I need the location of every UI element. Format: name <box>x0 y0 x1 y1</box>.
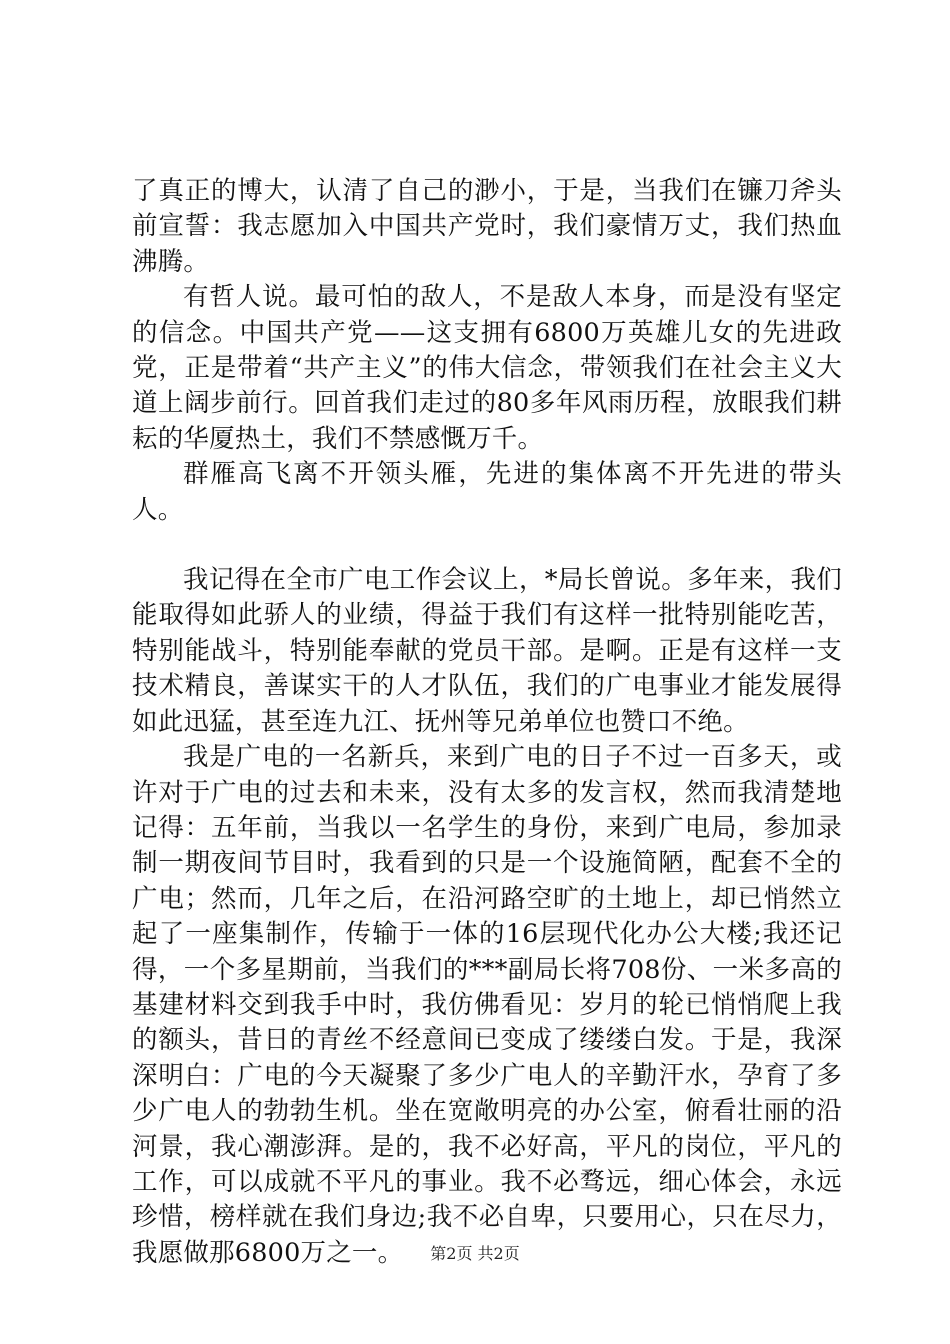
paragraph-3: 群雁高飞离不开领头雁，先进的集体离不开先进的带头人。 <box>132 459 842 525</box>
paragraph-5: 我是广电的一名新兵，来到广电的日子不过一百多天，或许对于广电的过去和未来，没有太多的发言权，然而我清楚地记得：五年前，当我以一名学生的身份，来到广电局，参加录制一期夜间节目时，我看到的只是一个设施简陋，配套不全的广电；然而，几年之后，在沿河路空旷的土地上，却已悄然立起了一座集制作，传输于一体的16层现代化办公大楼;我还记得，一个多星期前，当我们的***副局长将708份、一米多高的基建材料交到我手中时，我仿佛看见：岁月的轮已悄悄爬上我的额头，昔日的青丝不经意间已变成了缕缕白发。于是，我深深明白：广电的今天凝聚了多少广电人的辛勤汗水，孕育了多少广电人的勃勃生机。坐在宽敞明亮的办公室，俯看壮丽的沿河景，我心潮澎湃。是的，我不必好高，平凡的岗位，平凡的工作，可以成就不平凡的事业。我不必骛远，细心体会，永远珍惜，榜样就在我们身边;我不必自卑，只要用心，只在尽力，我愿做那6800万之一。 <box>132 742 842 1268</box>
page-footer: 第2页 共2页 <box>430 1244 520 1263</box>
document-body <box>132 174 842 1271</box>
paragraph-2: 有哲人说。最可怕的敌人，不是敌人本身，而是没有坚定的信念。中国共产党——这支拥有6800万英雄儿女的先进政党，正是带着“共产主义”的伟大信念，带领我们在社会主义大道上阔步前行。回首我们走过的80多年风雨历程，放眼我们耕耘的华厦热土，我们不禁感慨万千。 <box>132 282 842 454</box>
paragraph-gap <box>132 528 842 563</box>
paragraph-1: 了真正的博大，认清了自己的渺小，于是，当我们在镰刀斧头前宣誓：我志愿加入中国共产党时，我们豪情万丈，我们热血沸腾。 <box>132 176 842 277</box>
paragraph-4: 我记得在全市广电工作会议上，*局长曾说。多年来，我们能取得如此骄人的业绩，得益于我们有这样一批特别能吃苦，特别能战斗，特别能奉献的党员干部。是啊。正是有这样一支技术精良，善谋实干的人才队伍，我们的广电事业才能发展得如此迅猛，甚至连九江、抚州等兄弟单位也赞口不绝。 <box>132 565 842 737</box>
